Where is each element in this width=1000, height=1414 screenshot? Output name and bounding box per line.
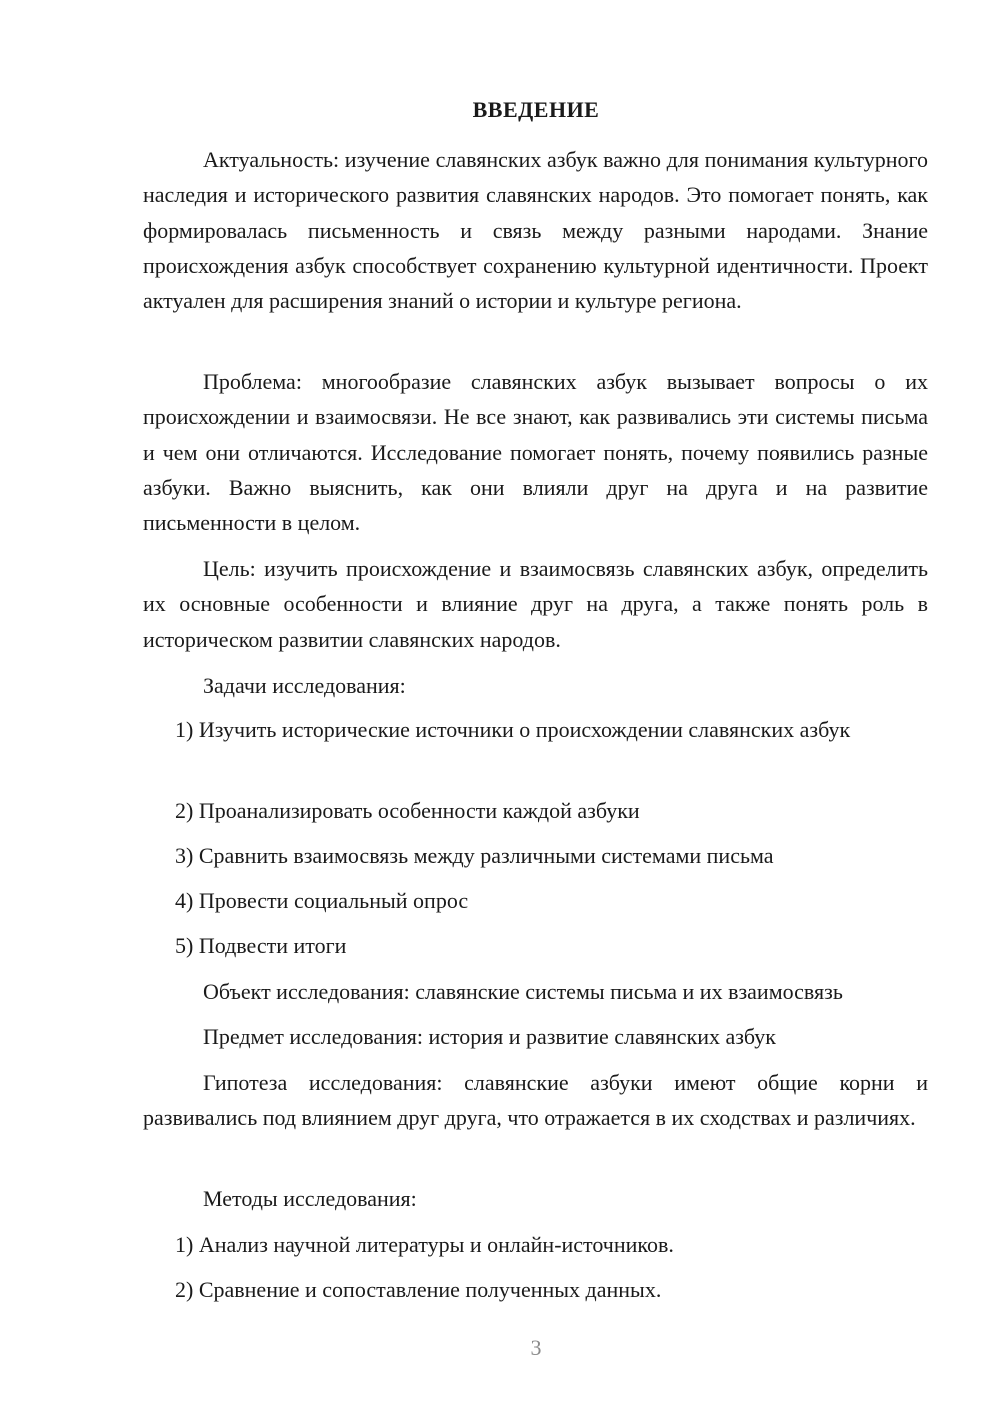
page-number: 3: [530, 1335, 542, 1360]
goal-paragraph: Цель: изучить происхождение и взаимосвязь славянских азбук, определить их основные особенности и влияние друг на друга, а также понять роль в историческом развитии славянских народов.: [143, 556, 928, 652]
task-list-item: 4) Провести социальный опрос: [175, 888, 469, 913]
method-list-item: 1) Анализ научной литературы и онлайн-источников.: [175, 1232, 674, 1257]
problem-paragraph: Проблема: многообразие славянских азбук вызывает вопросы о их происхождении и взаимосвязи. Не все знают, как развивались эти системы письма и чем они отличаются. Исследование помогает понять, почему появились разные азбуки. Важно выяснить, как они влияли друг на друга и на развитие письменности в целом.: [143, 369, 928, 536]
method-list-item: 2) Сравнение и сопоставление полученных данных.: [175, 1277, 662, 1302]
task-list-item: 5) Подвести итоги: [175, 933, 347, 958]
methods-heading: Методы исследования:: [203, 1186, 417, 1211]
task-list-item: 2) Проанализировать особенности каждой азбуки: [175, 798, 640, 823]
task-list-item: 1) Изучить исторические источники о происхождении славянских азбук: [175, 717, 851, 742]
relevance-paragraph: Актуальность: изучение славянских азбук важно для понимания культурного наследия и исторического развития славянских народов. Это помогает понять, как формировалась письменность и связь между разными народами. Знание происхождения азбук способствует сохранению культурной идентичности. Проект актуален для расширения знаний о истории и культуре региона.: [143, 147, 928, 314]
research-subject: Предмет исследования: история и развитие славянских азбук: [203, 1024, 776, 1049]
hypothesis-paragraph: Гипотеза исследования: славянские азбуки имеют общие корни и развивались под влиянием друг друга, что отражается в их сходствах и различиях.: [143, 1070, 928, 1131]
research-object: Объект исследования: славянские системы письма и их взаимосвязь: [203, 979, 843, 1004]
task-list-item: 3) Сравнить взаимосвязь между различными системами письма: [175, 843, 774, 868]
page-title: ВВЕДЕНИЕ: [472, 97, 600, 122]
tasks-heading: Задачи исследования:: [203, 673, 406, 698]
